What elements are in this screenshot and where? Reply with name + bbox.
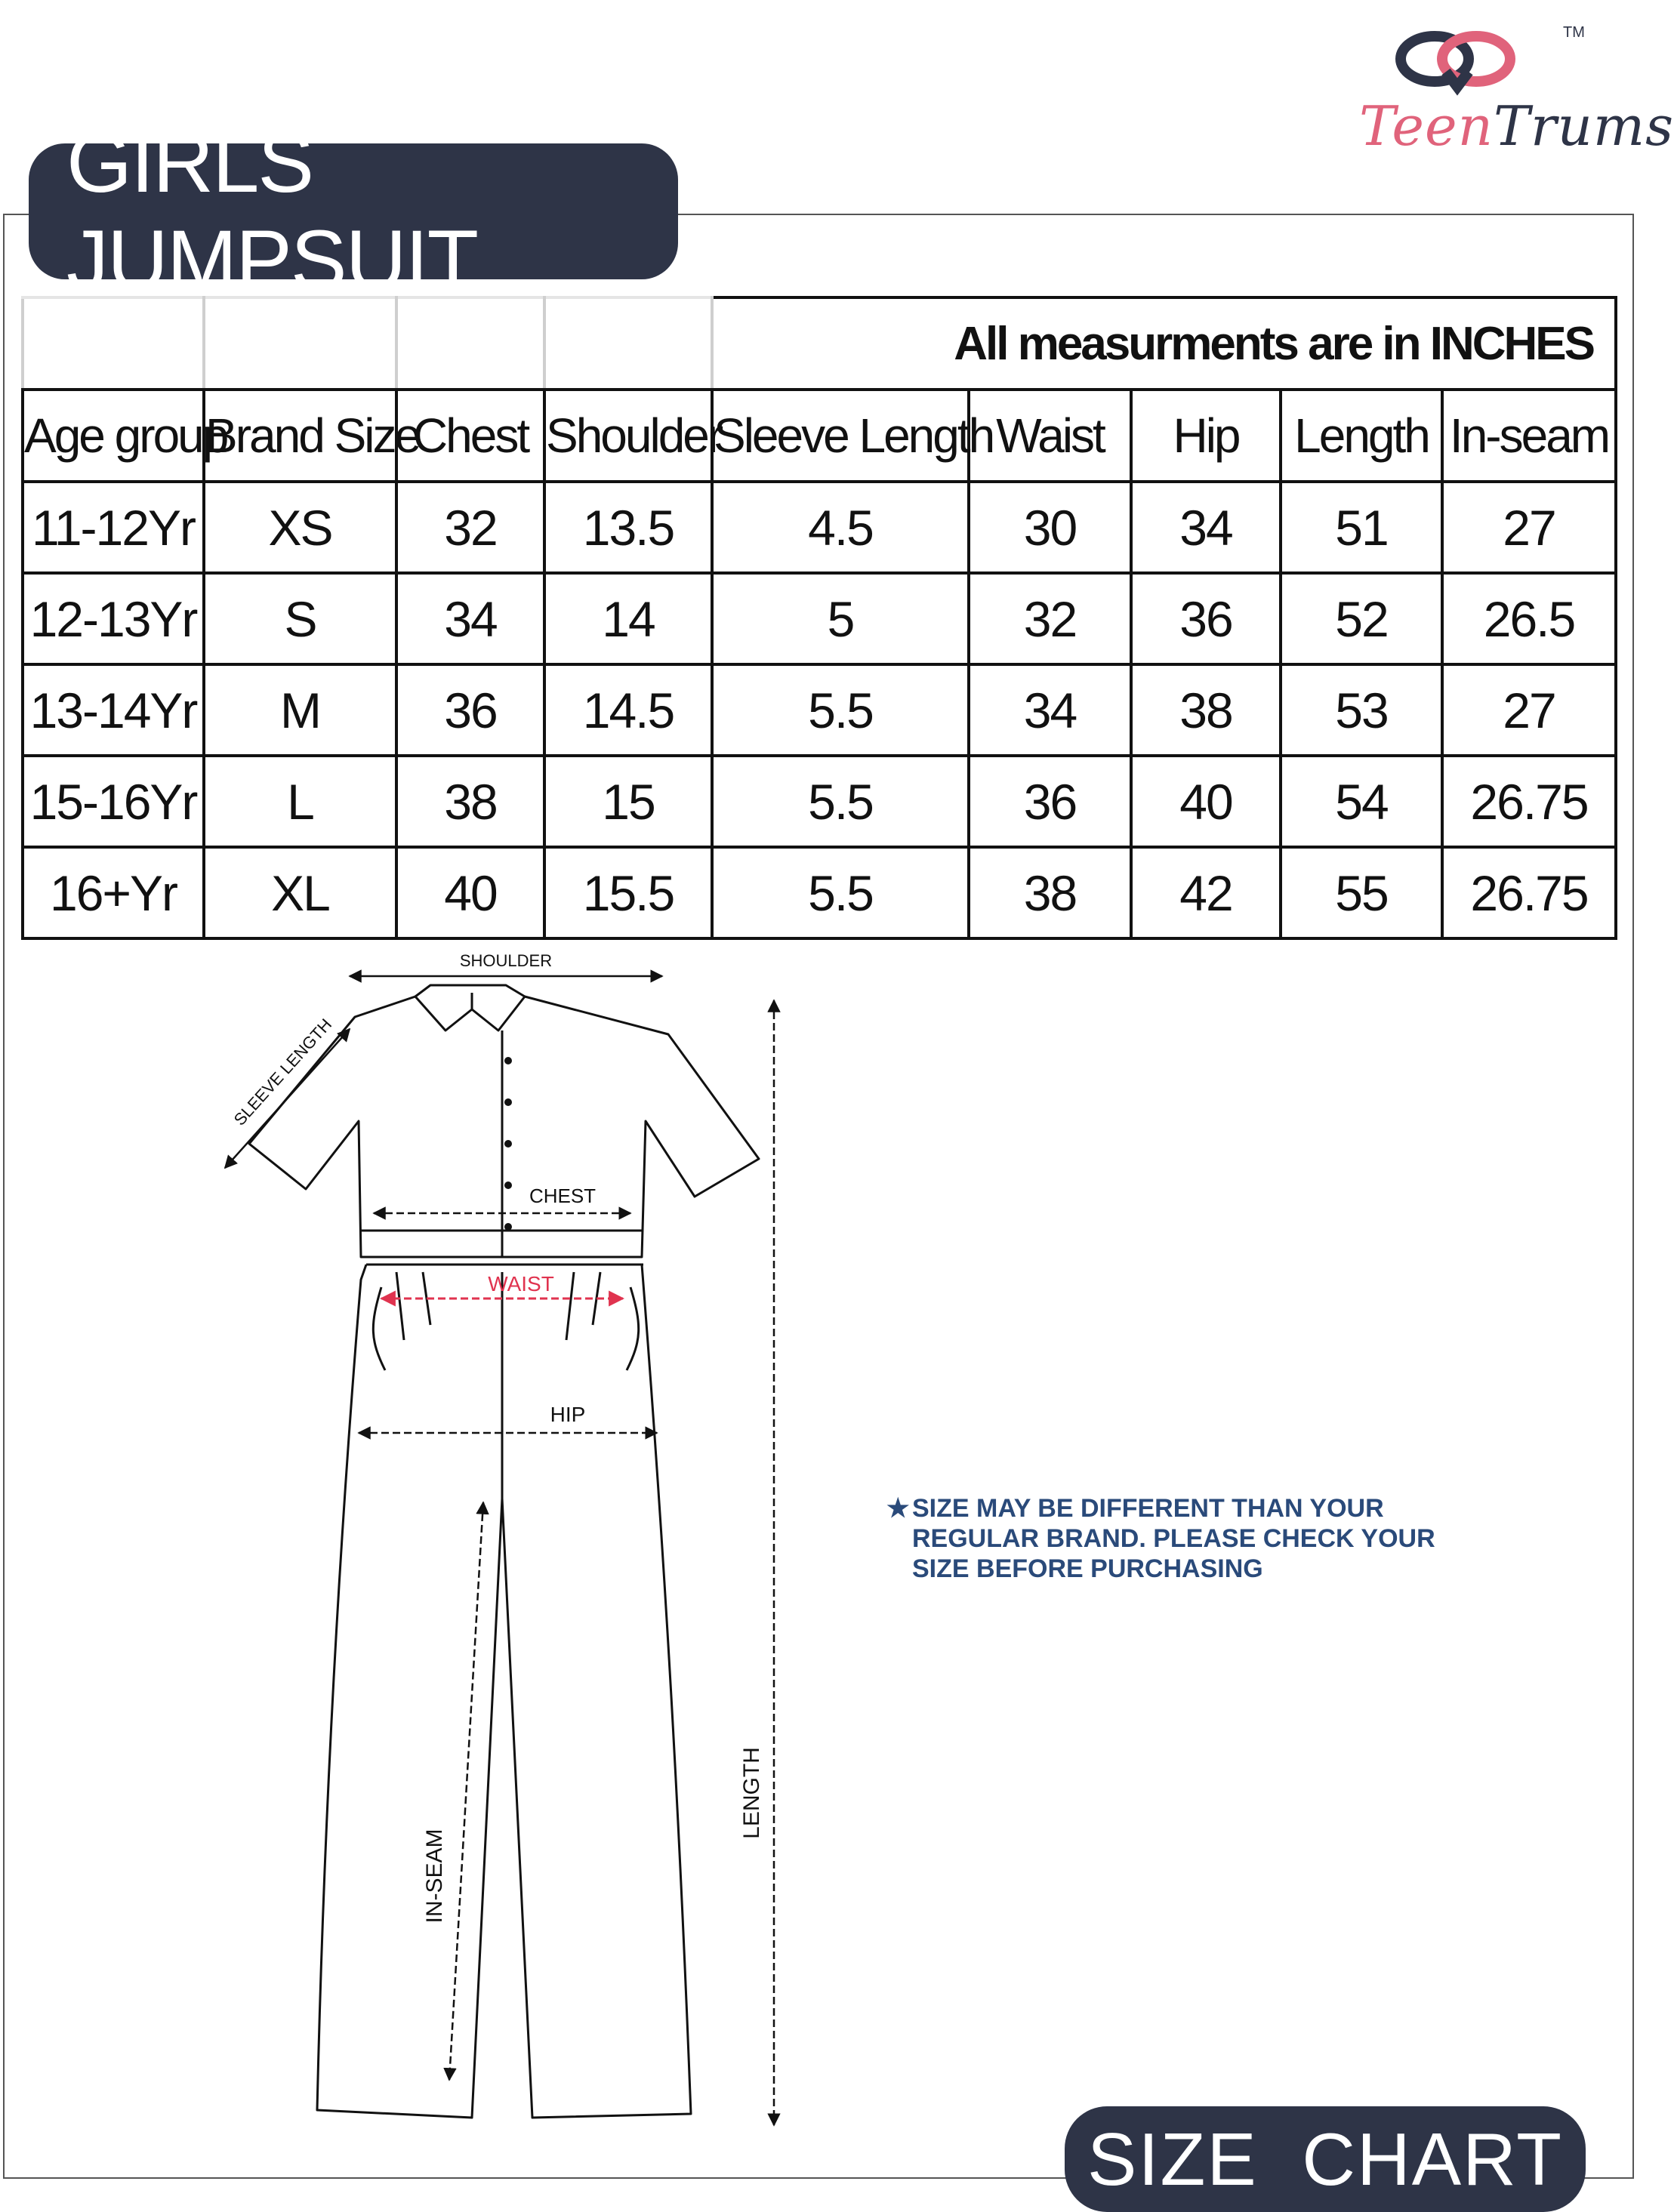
- table-cell: 42: [1131, 847, 1281, 938]
- column-header: Brand Size: [204, 390, 396, 482]
- table-cell: M: [204, 664, 396, 756]
- page-title: GIRLS JUMPSUIT: [29, 143, 678, 279]
- table-cell: 13-14Yr: [23, 664, 204, 756]
- table-cell: 40: [396, 847, 544, 938]
- table-cell: 34: [396, 573, 544, 664]
- table-cell: XL: [204, 847, 396, 938]
- size-table: [21, 296, 1617, 940]
- table-row: [23, 482, 1616, 573]
- trademark-mark: TM: [1563, 24, 1585, 41]
- table-row: [23, 573, 1616, 664]
- table-cell: 27: [1442, 482, 1616, 573]
- table-cell: 36: [1131, 573, 1281, 664]
- table-cell: 5.5: [712, 756, 969, 847]
- table-cell: 34: [1131, 482, 1281, 573]
- chest-label: CHEST: [529, 1185, 597, 1207]
- table-header-row: [23, 390, 1616, 482]
- table-cell: 36: [969, 756, 1131, 847]
- column-header: Length: [1281, 390, 1442, 482]
- table-cell: 52: [1281, 573, 1442, 664]
- star-icon: ★: [886, 1494, 910, 1523]
- table-row: [23, 756, 1616, 847]
- column-header: Shoulder: [544, 390, 712, 482]
- table-cell: 12-13Yr: [23, 573, 204, 664]
- table-cell: 26.75: [1442, 756, 1616, 847]
- sleeve-length-label: SLEEVE LENGTH: [230, 1015, 336, 1129]
- table-cell: 51: [1281, 482, 1442, 573]
- table-cell: 15.5: [544, 847, 712, 938]
- table-cell: 26.75: [1442, 847, 1616, 938]
- button-icon: [504, 1098, 512, 1106]
- table-cell: 5.5: [712, 847, 969, 938]
- table-cell: XS: [204, 482, 396, 573]
- button-icon: [504, 1223, 512, 1231]
- column-header: Waist: [969, 390, 1131, 482]
- table-cell: 26.5: [1442, 573, 1616, 664]
- table-cell: 30: [969, 482, 1131, 573]
- column-header: Hip: [1131, 390, 1281, 482]
- button-icon: [504, 1181, 512, 1189]
- table-cell: 15-16Yr: [23, 756, 204, 847]
- table-row: [23, 664, 1616, 756]
- jumpsuit-diagram: [211, 947, 815, 2155]
- in-seam-label: IN-SEAM: [422, 1828, 447, 1924]
- unit-note: All measurments are in INCHES: [712, 297, 1616, 390]
- table-row: [23, 847, 1616, 938]
- size-disclaimer: ★ SIZE MAY BE DIFFERENT THAN YOUR REGULAR BRAND. PLEASE CHECK YOUR SIZE BEFORE PURCHASING: [886, 1494, 1435, 1583]
- table-cell: 14.5: [544, 664, 712, 756]
- table-cell: 32: [396, 482, 544, 573]
- table-cell: 54: [1281, 756, 1442, 847]
- table-cell: 36: [396, 664, 544, 756]
- table-cell: 38: [1131, 664, 1281, 756]
- table-cell: 38: [969, 847, 1131, 938]
- waist-label: WAIST: [488, 1272, 554, 1295]
- column-header: Chest: [396, 390, 544, 482]
- button-icon: [504, 1140, 512, 1148]
- hip-label: HIP: [550, 1403, 586, 1426]
- table-cell: 27: [1442, 664, 1616, 756]
- button-icon: [504, 1057, 512, 1064]
- column-header: In-seam: [1442, 390, 1616, 482]
- table-cell: 4.5: [712, 482, 969, 573]
- table-cell: 16+Yr: [23, 847, 204, 938]
- collar-outline: [415, 985, 525, 1031]
- sleeve-length-arrow: [225, 1029, 350, 1168]
- column-header: Age group: [23, 390, 204, 482]
- column-header: Sleeve Length: [712, 390, 969, 482]
- table-cell: S: [204, 573, 396, 664]
- size-chart-badge: SIZE CHART: [1065, 2106, 1586, 2212]
- trouser-outline: [317, 1265, 691, 2118]
- table-cell: 13.5: [544, 482, 712, 573]
- unit-row: [23, 297, 1616, 390]
- table-cell: L: [204, 756, 396, 847]
- table-cell: 40: [1131, 756, 1281, 847]
- table-cell: 55: [1281, 847, 1442, 938]
- table-cell: 34: [969, 664, 1131, 756]
- length-label: LENGTH: [739, 1747, 764, 1839]
- table-cell: 53: [1281, 664, 1442, 756]
- table-cell: 5: [712, 573, 969, 664]
- table-cell: 38: [396, 756, 544, 847]
- table-cell: 32: [969, 573, 1131, 664]
- brand-wordmark: TeenTrums: [1359, 94, 1674, 158]
- shoulder-label: SHOULDER: [459, 951, 553, 970]
- table-cell: 14: [544, 573, 712, 664]
- table-cell: 11-12Yr: [23, 482, 204, 573]
- table-cell: 5.5: [712, 664, 969, 756]
- table-cell: 15: [544, 756, 712, 847]
